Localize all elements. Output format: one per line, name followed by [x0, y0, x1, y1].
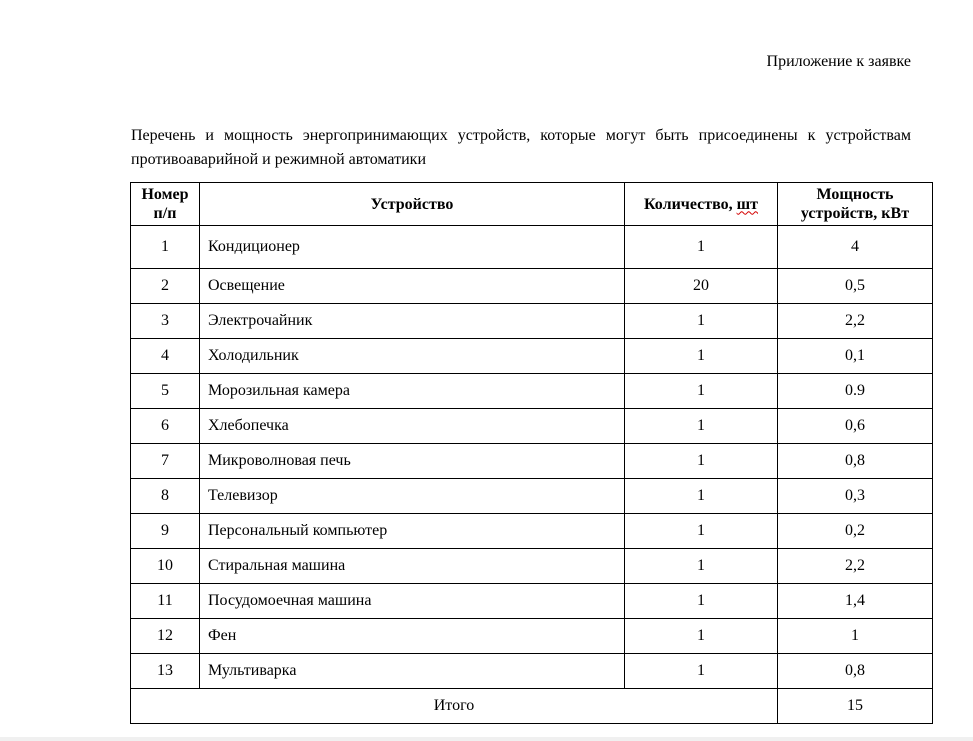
row-number: 4 — [131, 339, 200, 374]
row-quantity: 20 — [625, 269, 778, 304]
row-number: 1 — [131, 226, 200, 269]
header-number-line1: Номер — [141, 186, 189, 203]
row-device-name: Мультиварка — [200, 654, 625, 689]
total-label: Итого — [131, 689, 778, 724]
row-quantity: 1 — [625, 619, 778, 654]
table-row — [131, 444, 933, 479]
table-row — [131, 226, 933, 269]
row-device-name: Морозильная камера — [200, 374, 625, 409]
header-number — [131, 183, 200, 226]
row-number: 7 — [131, 444, 200, 479]
row-power: 0,8 — [778, 654, 933, 689]
row-power: 0,2 — [778, 514, 933, 549]
row-device-name: Кондиционер — [200, 226, 625, 269]
row-quantity: 1 — [625, 479, 778, 514]
table-row — [131, 304, 933, 339]
total-value: 15 — [778, 689, 933, 724]
row-number: 13 — [131, 654, 200, 689]
row-power: 1 — [778, 619, 933, 654]
row-quantity: 1 — [625, 374, 778, 409]
row-quantity: 1 — [625, 654, 778, 689]
row-device-name: Электрочайник — [200, 304, 625, 339]
row-power: 0,3 — [778, 479, 933, 514]
row-device-name: Хлебопечка — [200, 409, 625, 444]
row-quantity: 1 — [625, 514, 778, 549]
table-row — [131, 374, 933, 409]
intro-paragraph: Перечень и мощность энергопринимающих устройств, которые могут быть присоединены к устройствам противоаварийной и режимной автоматики — [131, 127, 911, 168]
row-power: 4 — [778, 226, 933, 269]
devices-table — [130, 182, 933, 724]
row-quantity: 1 — [625, 549, 778, 584]
table-row — [131, 514, 933, 549]
header-quantity — [625, 183, 778, 226]
row-number: 6 — [131, 409, 200, 444]
row-quantity: 1 — [625, 409, 778, 444]
header-power-line2: устройств, кВт — [800, 205, 910, 222]
page-bottom-edge — [0, 737, 973, 741]
row-number: 8 — [131, 479, 200, 514]
row-number: 11 — [131, 584, 200, 619]
row-power: 2,2 — [778, 549, 933, 584]
header-number-line2: п/п — [153, 205, 177, 222]
row-number: 3 — [131, 304, 200, 339]
row-power: 0,8 — [778, 444, 933, 479]
row-device-name: Фен — [200, 619, 625, 654]
table-row — [131, 584, 933, 619]
table-row — [131, 619, 933, 654]
row-number: 9 — [131, 514, 200, 549]
header-power-line1: Мощность — [816, 186, 894, 203]
row-power: 0,5 — [778, 269, 933, 304]
header-quantity-main: Количество, — [644, 195, 737, 213]
row-device-name: Холодильник — [200, 339, 625, 374]
appendix-title: Приложение к заявке — [766, 53, 911, 70]
table-row — [131, 654, 933, 689]
table-header-row — [131, 183, 933, 226]
row-device-name: Посудомоечная машина — [200, 584, 625, 619]
row-number: 12 — [131, 619, 200, 654]
row-power: 0,1 — [778, 339, 933, 374]
header-power — [778, 183, 933, 226]
row-device-name: Телевизор — [200, 479, 625, 514]
table-row — [131, 409, 933, 444]
table-row — [131, 339, 933, 374]
row-quantity: 1 — [625, 339, 778, 374]
row-quantity: 1 — [625, 226, 778, 269]
row-power: 2,2 — [778, 304, 933, 339]
row-power: 1,4 — [778, 584, 933, 619]
row-power: 0.9 — [778, 374, 933, 409]
row-device-name: Микроволновая печь — [200, 444, 625, 479]
row-device-name: Стиральная машина — [200, 549, 625, 584]
header-quantity-unit: шт — [736, 195, 758, 213]
row-quantity: 1 — [625, 304, 778, 339]
table-row — [131, 549, 933, 584]
row-quantity: 1 — [625, 444, 778, 479]
header-device: Устройство — [200, 183, 625, 226]
table-row — [131, 479, 933, 514]
row-number: 10 — [131, 549, 200, 584]
table-row — [131, 269, 933, 304]
row-device-name: Освещение — [200, 269, 625, 304]
total-row — [131, 689, 933, 724]
row-number: 2 — [131, 269, 200, 304]
row-number: 5 — [131, 374, 200, 409]
row-power: 0,6 — [778, 409, 933, 444]
row-quantity: 1 — [625, 584, 778, 619]
row-device-name: Персональный компьютер — [200, 514, 625, 549]
